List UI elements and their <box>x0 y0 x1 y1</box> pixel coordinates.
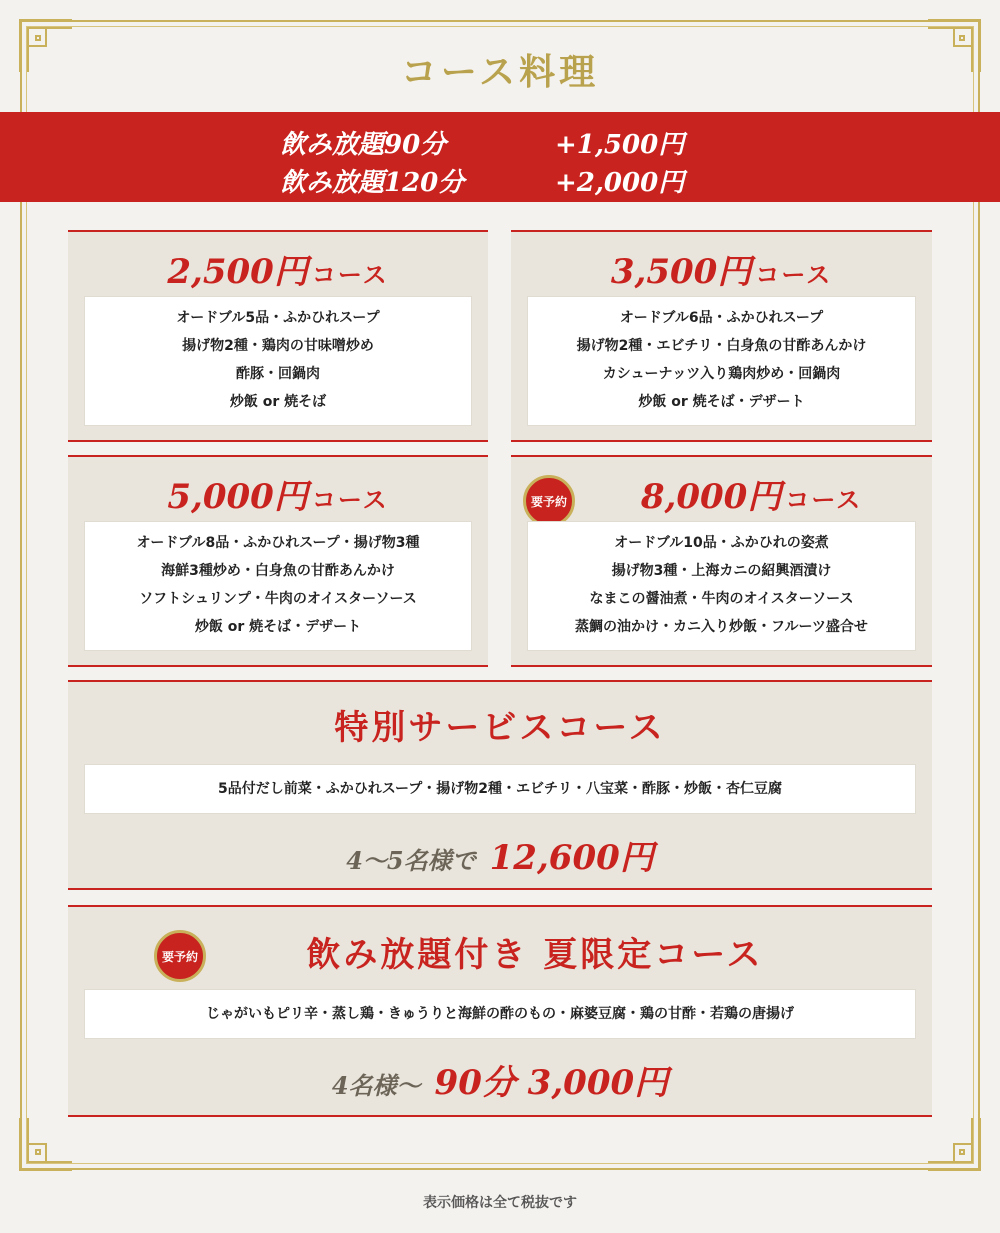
course-menu <box>527 521 916 651</box>
special-course-card <box>68 680 932 890</box>
reservation-required-badge: 要予約 <box>154 930 206 982</box>
reservation-required-badge: 要予約 <box>523 475 575 527</box>
menu-line: 揚げ物2種・鶏肉の甘味噌炒め <box>182 338 374 354</box>
summer-course-card <box>68 905 932 1117</box>
corner-ornament-icon <box>16 1114 76 1174</box>
drink-label: 飲み放題120分 <box>280 168 465 198</box>
menu-line: カシューナッツ入り鶏肉炒め・回鍋肉 <box>602 366 841 382</box>
menu-line: 酢豚・回鍋肉 <box>236 366 320 382</box>
special-course-price <box>68 830 932 879</box>
tax-note: 表示価格は全て税抜です <box>423 1195 577 1211</box>
menu-line: 揚げ物2種・エビチリ・白身魚の甘酢あんかけ <box>576 338 867 354</box>
menu-line: オードブル10品・ふかひれの姿煮 <box>614 535 829 551</box>
course-suffix: コース <box>311 485 389 514</box>
course-suffix: コース <box>785 485 863 514</box>
course-title <box>68 469 488 518</box>
menu-line: なまこの醤油煮・牛肉のオイスターソース <box>589 591 854 607</box>
summer-course-menu: じゃがいもピリ辛・蒸し鶏・きゅうりと海鮮の酢のもの・麻婆豆腐・鶏の甘酢・若鶏の唐揚げ <box>84 989 916 1039</box>
course-menu <box>84 521 472 651</box>
price-amount: 90分 3,000円 <box>434 1063 669 1103</box>
course-card-3500 <box>511 230 932 442</box>
drink-label: 飲み放題90分 <box>280 130 447 160</box>
price-amount: 12,600円 <box>489 838 654 878</box>
party-size: 4名様～ <box>331 1071 421 1100</box>
course-title <box>511 244 932 293</box>
course-card-2500 <box>68 230 488 442</box>
course-card-5000 <box>68 455 488 667</box>
drink-price: +1,500円 <box>555 130 685 160</box>
page-title: コース料理 <box>400 51 600 93</box>
course-title <box>511 469 932 518</box>
course-menu <box>84 296 472 426</box>
drink-banner <box>0 112 1000 202</box>
menu-line: オードブル5品・ふかひれスープ <box>176 310 380 326</box>
summer-course-price <box>68 1055 932 1104</box>
party-size: 4～5名様で <box>346 846 476 875</box>
course-suffix: コース <box>311 260 389 289</box>
menu-line: 炒飯 or 焼そば・デザート <box>194 619 362 635</box>
course-suffix: コース <box>755 260 833 289</box>
special-course-title: 特別サービスコース <box>334 708 666 748</box>
menu-line: ソフトシュリンプ・牛肉のオイスターソース <box>139 591 417 607</box>
course-price: 3,500円 <box>610 252 752 292</box>
menu-line: 蒸鯛の油かけ・カニ入り炒飯・フルーツ盛合せ <box>575 619 868 635</box>
course-card-8000 <box>511 455 932 667</box>
course-price: 5,000円 <box>167 477 308 517</box>
menu-line: 海鮮3種炒め・白身魚の甘酢あんかけ <box>161 563 395 579</box>
menu-line: オードブル6品・ふかひれスープ <box>619 310 824 326</box>
special-course-menu: 5品付だし前菜・ふかひれスープ・揚げ物2種・エビチリ・八宝菜・酢豚・炒飯・杏仁豆腐 <box>84 764 916 814</box>
course-menu <box>527 296 916 426</box>
course-title <box>68 244 488 293</box>
course-price: 8,000円 <box>640 477 782 517</box>
menu-line: オードブル8品・ふかひれスープ・揚げ物3種 <box>136 535 420 551</box>
menu-line: 炒飯 or 焼そば <box>229 394 327 410</box>
corner-ornament-icon <box>924 1114 984 1174</box>
drink-price: +2,000円 <box>555 168 685 198</box>
summer-course-title: 飲み放題付き 夏限定コース <box>306 935 764 975</box>
menu-line: 炒飯 or 焼そば・デザート <box>638 394 805 410</box>
drink-option <box>280 162 740 199</box>
course-price: 2,500円 <box>167 252 308 292</box>
menu-line: 揚げ物3種・上海カニの紹興酒漬け <box>611 563 832 579</box>
drink-option <box>280 124 740 161</box>
